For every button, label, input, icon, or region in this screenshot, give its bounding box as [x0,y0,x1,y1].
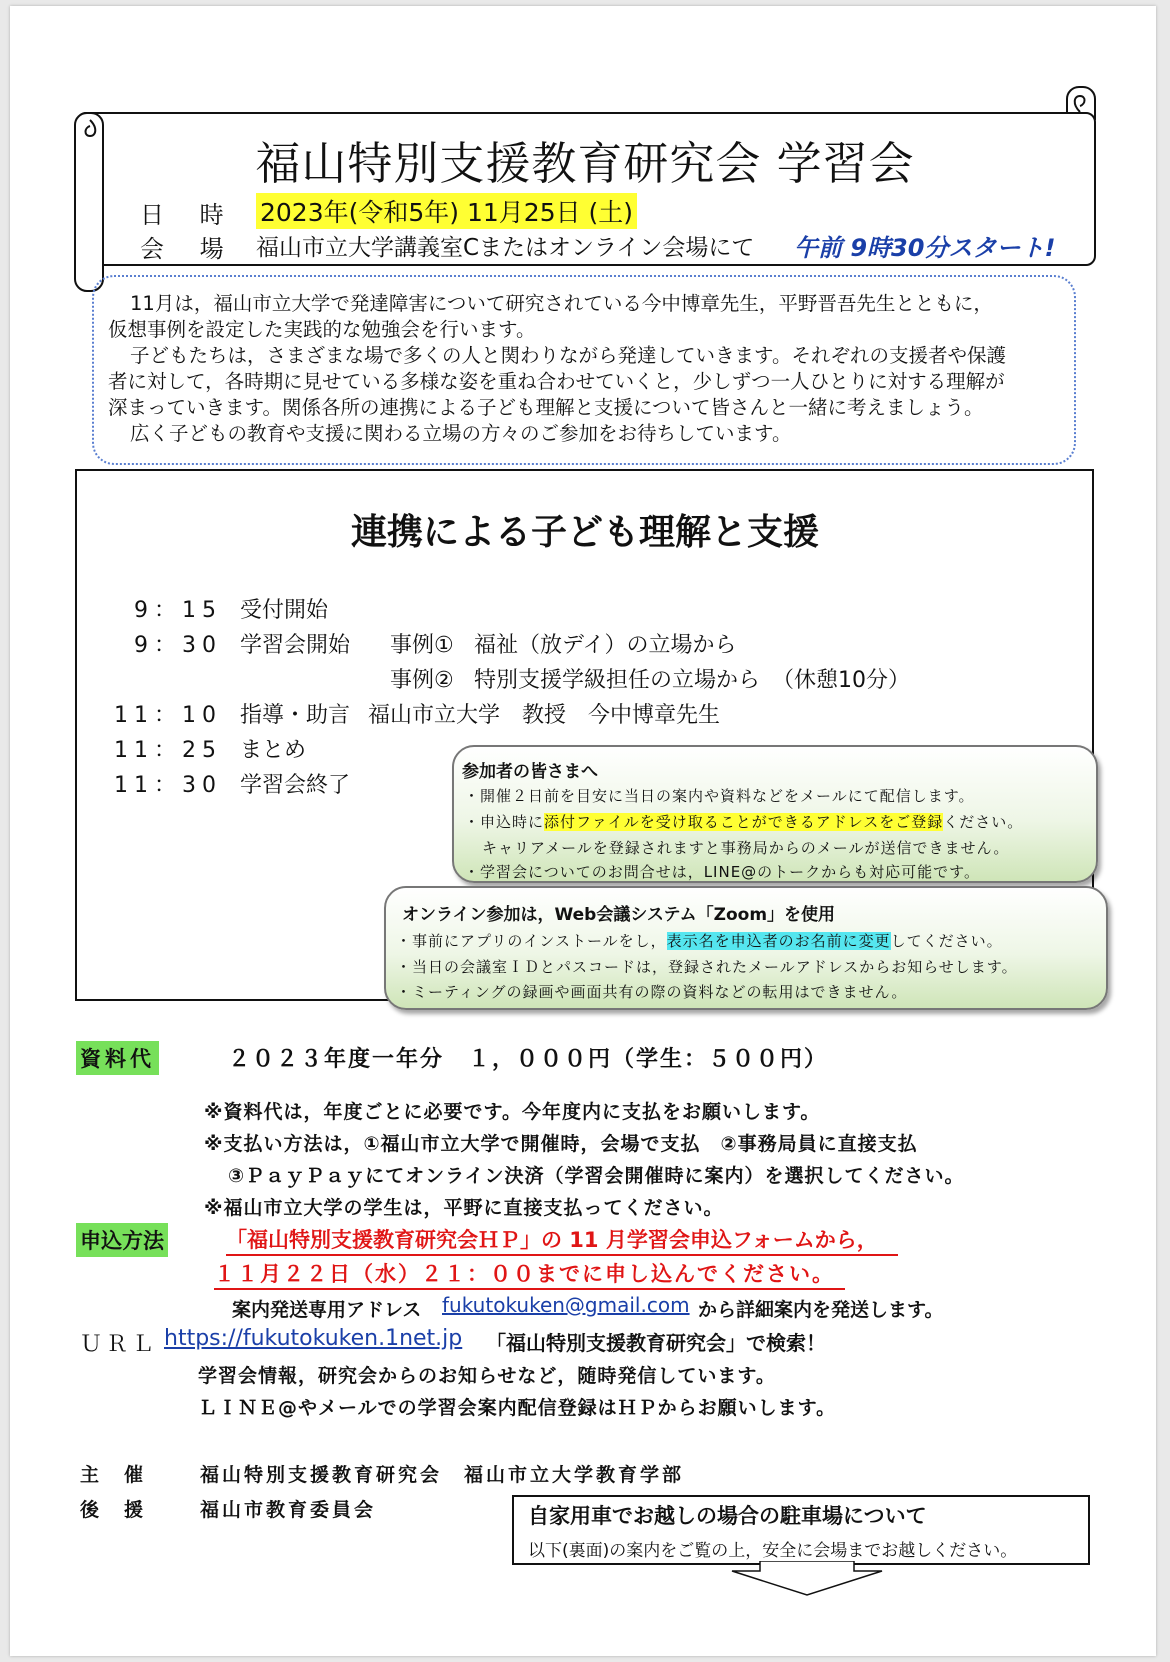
fee-note: ※福山市立大学の学生は，平野に直接支払ってください。 [204,1197,724,1219]
venue-label: 会 場 [140,235,238,263]
application-label: 申込方法 [76,1223,168,1257]
url-info: 学習会情報，研究会からのお知らせなど，随時発信しています。 [198,1365,776,1387]
schedule-item: 学習会終了 [240,773,351,798]
parking-title: 自家用車でお越しの場合の駐車場について [528,1504,927,1528]
schedule-time: 11：25 [114,738,222,763]
fee-label: 資料代 [76,1041,159,1075]
schedule-item: まとめ [240,738,307,763]
schedule-time: 9：15 [134,598,222,623]
advisor: 福山市立大学 教授 今中博章先生 [368,703,721,728]
callout-line: ・ミーティングの録画や画面共有の際の資料などの転用はできません。 [396,983,908,1001]
program-title: 連携による子ども理解と支援 [350,512,819,553]
date-label: 日 時 [140,201,238,229]
callout-line: ・開催２日前を目安に当日の案内や資料などをメールにて配信します。 [464,787,975,805]
callout-line: ・申込時に添付ファイルを受け取ることができるアドレスをご登録ください。 [464,813,1024,831]
start-time: 午前 9時30分スタート! [794,234,1056,262]
participants-callout [452,745,1098,883]
support-label: 後 援 [80,1499,147,1521]
case-label: 事例② [390,668,454,693]
break-note: （休憩10分） [772,668,910,693]
online-callout [384,886,1108,1010]
support-value: 福山市教育委員会 [200,1499,377,1521]
schedule-time: 11：10 [114,703,222,728]
url-info: ＬＩＮＥ@やメールでの学習会案内配信登録はＨＰからお願いします。 [198,1397,837,1419]
url-search: 「福山特別支援教育研究会」で検索！ [486,1331,826,1355]
url-label: ＵＲＬ [80,1332,159,1357]
schedule-time: 11：30 [114,773,222,798]
schedule-item: 受付開始 [240,598,329,623]
application-deadline: １１月２２日（水）２１：００までに申し込んでください。 [214,1258,845,1290]
schedule-item: 学習会開始 [240,633,351,658]
intro-line: 者に対して，各時期に見せている多様な姿を重ね合わせていくと，少しずつ一人ひとりに対する理解が [108,370,1005,393]
intro-line: 広く子どもの教育や支援に関わる立場の方々のご参加をお待ちしています。 [130,422,792,445]
host-label: 主 催 [80,1464,147,1486]
intro-line: 子どもたちは，さまざまな場で多くの人と関わりながら発達していきます。それぞれの支援者や保護 [130,344,1006,367]
down-arrow-icon [730,1561,884,1597]
intro-line: 仮想事例を設定した実践的な勉強会を行います。 [108,318,536,341]
venue-value: 福山市立大学講義室Cまたはオンライン会場にて [256,235,755,261]
callout-line: キャリアメールを登録されますと事務局からのメールが送信できません。 [482,839,1010,857]
callout-line: ・学習会についてのお問合せは，LINE@のトークからも対応可能です。 [464,863,980,881]
intro-line: 11月は，福山市立大学で発達障害について研究されている今中博章先生，平野晋吾先生とともに， [130,292,993,315]
fee-note: ※支払い方法は，①福山市立大学で開催時，会場で支払 ②事務局員に直接支払 [204,1133,918,1155]
address-pre: 案内発送専用アドレス [232,1299,422,1321]
page-title: 福山特別支援教育研究会 学習会 [255,137,915,190]
intro-box [92,275,1076,465]
host-value: 福山特別支援教育研究会 福山市立大学教育学部 [200,1464,685,1486]
case-label: 事例① [390,633,454,658]
callout-line: ・当日の会議室ＩＤとパスコードは，登録されたメールアドレスからお知らせします。 [396,958,1018,976]
callout-heading: 参加者の皆さまへ [462,762,598,782]
schedule-item: 指導・助言 [240,703,351,728]
fee-note: ※資料代は，年度ごとに必要です。今年度内に支払をお願いします。 [204,1101,821,1123]
application-line: 「福山特別支援教育研究会ＨＰ」の 11 月学習会申込フォームから， [226,1224,898,1256]
scroll-curl-icon [1070,92,1090,114]
date-value: 2023年(令和5年) 11月25日 (土) [256,193,637,229]
callout-heading: オンライン参加は，Web会議システム「Zoom」を使用 [402,905,836,925]
fee-note: ③ＰａｙＰａｙにてオンライン決済（学習会開催時に案内）を選択してください。 [228,1165,965,1187]
case-text: 福祉（放デイ）の立場から [474,633,737,658]
case-text: 特別支援学級担任の立場から [474,668,761,693]
parking-text: 以下(裏面)の案内をご覧の上，安全に会場までお越しください。 [528,1541,1018,1561]
email-link[interactable]: fukutokuken@gmail.com [442,1293,690,1317]
fee-value: ２０２３年度一年分 １，０００円（学生：５００円） [228,1047,829,1072]
address-post: から詳細案内を発送します。 [698,1299,944,1321]
url-link[interactable]: https://fukutokuken.1net.jp [164,1326,463,1351]
schedule-time: 9：30 [134,633,222,658]
callout-line: ・事前にアプリのインストールをし，表示名を申込者のお名前に変更してください。 [396,932,1003,950]
intro-line: 深まっていきます。関係各所の連携による子ども理解と支援について皆さんと一緒に考えましょう。 [108,396,984,419]
